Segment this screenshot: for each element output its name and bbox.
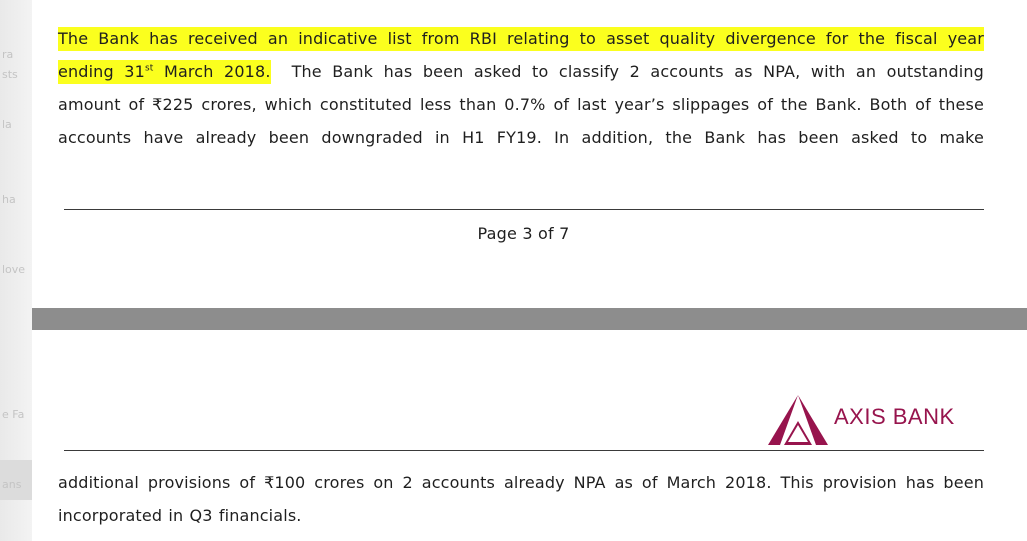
paragraph-line: additional provisions of ₹100 crores on 2 accounts already NPA as of March 2018. This provision has been (58, 473, 984, 492)
background-text: ha (2, 193, 16, 206)
highlight-text-part: March 2018. (153, 62, 271, 81)
highlighted-text (58, 60, 271, 84)
footer-divider (64, 209, 984, 210)
highlight-text-part: ending 31 (58, 62, 145, 81)
paragraph-line: incorporated in Q3 financials. (58, 506, 302, 525)
page-separator (32, 308, 1027, 330)
divergence-paragraph (58, 22, 984, 154)
background-text: la (2, 118, 12, 131)
background-text: e Fa (2, 408, 25, 421)
paragraph-line (58, 22, 984, 55)
background-window-strip (0, 0, 32, 541)
highlighted-text: The Bank has received an indicative list from RBI relating to asset quality divergence for the fiscal year (58, 27, 984, 51)
header-divider (64, 450, 984, 451)
page-number: Page 3 of 7 (477, 224, 570, 243)
paragraph-line: accounts have already been downgraded in H1 FY19. In addition, the Bank has been asked to make (58, 128, 984, 147)
paragraph-line: amount of ₹225 crores, which constituted less than 0.7% of last year’s slippages of the Bank. Both of these (58, 95, 984, 114)
background-text: ra (2, 48, 14, 61)
axis-bank-logo-icon (768, 395, 830, 445)
paragraph-text: The Bank has been asked to classify 2 accounts as NPA, with an outstanding (291, 62, 984, 81)
paragraph-line (58, 55, 984, 88)
background-text: love (2, 263, 26, 276)
provisions-paragraph (58, 466, 984, 532)
background-text: ans (2, 478, 22, 491)
bank-name: AXIS BANK (834, 404, 955, 429)
ordinal-superscript: st (144, 63, 154, 74)
background-text: sts (2, 68, 18, 81)
